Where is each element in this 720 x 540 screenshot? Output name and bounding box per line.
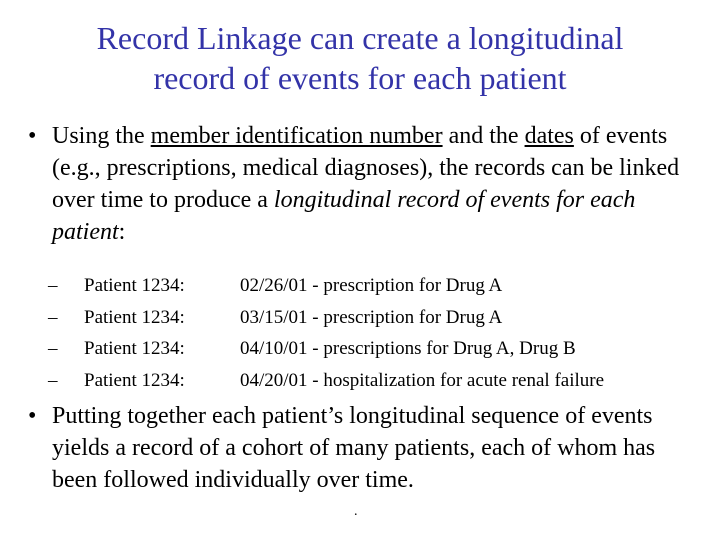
- member-id-term: member identification number: [150, 123, 443, 149]
- bullet-cohort: [28, 400, 700, 496]
- slide-title: [0, 18, 720, 98]
- patient-label: Patient 1234:: [84, 338, 185, 359]
- list-item: [48, 365, 688, 397]
- bullet-linkage: [28, 120, 700, 248]
- dash-marker: –: [48, 369, 58, 391]
- bullet-linkage-part-1: Using the: [52, 123, 151, 149]
- list-item: [48, 270, 688, 302]
- bullet-marker: •: [28, 403, 37, 429]
- list-item: [48, 333, 688, 365]
- list-item: [48, 302, 688, 334]
- slide-title-line-1: Record Linkage can create a longitudinal: [96, 20, 624, 56]
- patient-label: Patient 1234:: [84, 306, 185, 328]
- event-description: 04/10/01 - prescriptions for Drug A, Drug B: [240, 338, 576, 359]
- dash-marker: –: [48, 306, 58, 328]
- event-description: 04/20/01 - hospitalization for acute renal failure: [240, 369, 605, 391]
- longitudinal-record-term: longitudinal record of events for each patient: [52, 187, 636, 245]
- bullet-linkage-part-3: of events (e.g., prescriptions, medical diagnoses), the records can be linked over time to produce a: [52, 123, 680, 213]
- footer-dot: .: [354, 504, 358, 519]
- event-description: 02/26/01 - prescription for Drug A: [240, 275, 503, 296]
- patient-label: Patient 1234:: [84, 369, 185, 391]
- dash-marker: –: [48, 338, 58, 359]
- bullet-linkage-part-4: :: [118, 219, 126, 245]
- patient-event-list: [48, 270, 688, 396]
- event-description: 03/15/01 - prescription for Drug A: [240, 306, 503, 328]
- bullet-linkage-text: [52, 120, 700, 248]
- bullet-linkage-part-2: and the: [442, 123, 525, 149]
- patient-label: Patient 1234:: [84, 275, 185, 296]
- dash-marker: –: [48, 275, 58, 296]
- slide-title-line-2: record of events for each patient: [153, 60, 567, 96]
- dates-term: dates: [524, 123, 574, 149]
- bullet-cohort-text: Putting together each patient’s longitudinal sequence of events yields a record of a cohort of many patients, each of whom has been followed individually over time.: [52, 403, 656, 493]
- bullet-marker: •: [28, 123, 37, 149]
